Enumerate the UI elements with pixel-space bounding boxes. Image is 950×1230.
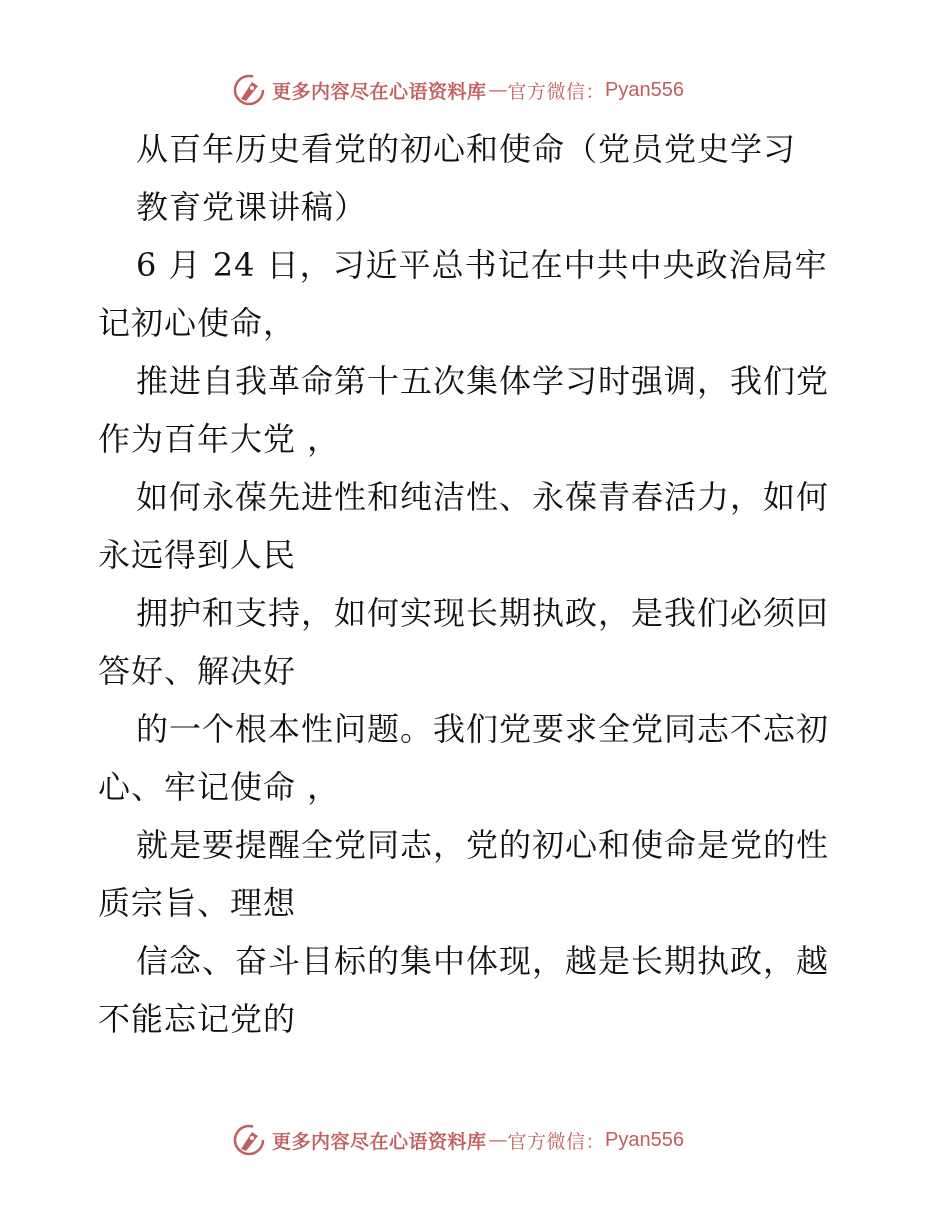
pen-nib-logo-icon xyxy=(232,1123,266,1157)
header-brand-text: 更多内容尽在心语资料库 xyxy=(272,80,487,103)
footer-brand-text: 更多内容尽在心语资料库 xyxy=(272,1130,487,1153)
body-line: 答好、解决好 xyxy=(98,652,297,690)
document-body xyxy=(98,120,858,1048)
header-wechat-id: Pyan556 xyxy=(605,78,684,101)
header-wechat-label: 官方微信： xyxy=(507,80,606,103)
body-line: 质宗旨、理想 xyxy=(98,884,297,922)
body-line: 推进自我革命第十五次集体学习时强调，我们党 xyxy=(136,362,830,400)
body-line: 作为百年大党 ， xyxy=(98,420,341,458)
body-line: 信念、奋斗目标的集中体现，越是长期执政，越 xyxy=(136,942,830,980)
title-line-1: 从百年历史看党的初心和使命（党员党史学习 xyxy=(136,130,797,168)
body-line: 拥护和支持，如何实现长期执政，是我们必须回 xyxy=(136,594,830,632)
header-watermark-banner xyxy=(232,70,684,110)
body-line: 的一个根本性问题。我们党要求全党同志不忘初 xyxy=(136,710,830,748)
footer-wechat-label: 官方微信： xyxy=(507,1130,606,1153)
footer-watermark-banner xyxy=(232,1120,684,1160)
pen-nib-logo-icon xyxy=(232,73,266,107)
footer-wechat-id: Pyan556 xyxy=(605,1128,684,1151)
title-line-2: 教育党课讲稿） xyxy=(136,188,368,226)
body-line: 就是要提醒全党同志，党的初心和使命是党的性 xyxy=(136,826,830,864)
body-line: 不能忘记党的 xyxy=(98,1000,297,1038)
body-line: 记初心使命， xyxy=(98,304,297,342)
footer-separator: — xyxy=(488,1129,506,1151)
body-line: 永远得到人民 xyxy=(98,536,297,574)
body-line: 如何永葆先进性和纯洁性、永葆青春活力，如何 xyxy=(136,478,830,516)
body-line: 6 月 24 日，习近平总书记在中共中央政治局牢 xyxy=(136,246,828,284)
body-line: 心、牢记使命 ， xyxy=(98,768,341,806)
header-separator: — xyxy=(488,79,506,101)
